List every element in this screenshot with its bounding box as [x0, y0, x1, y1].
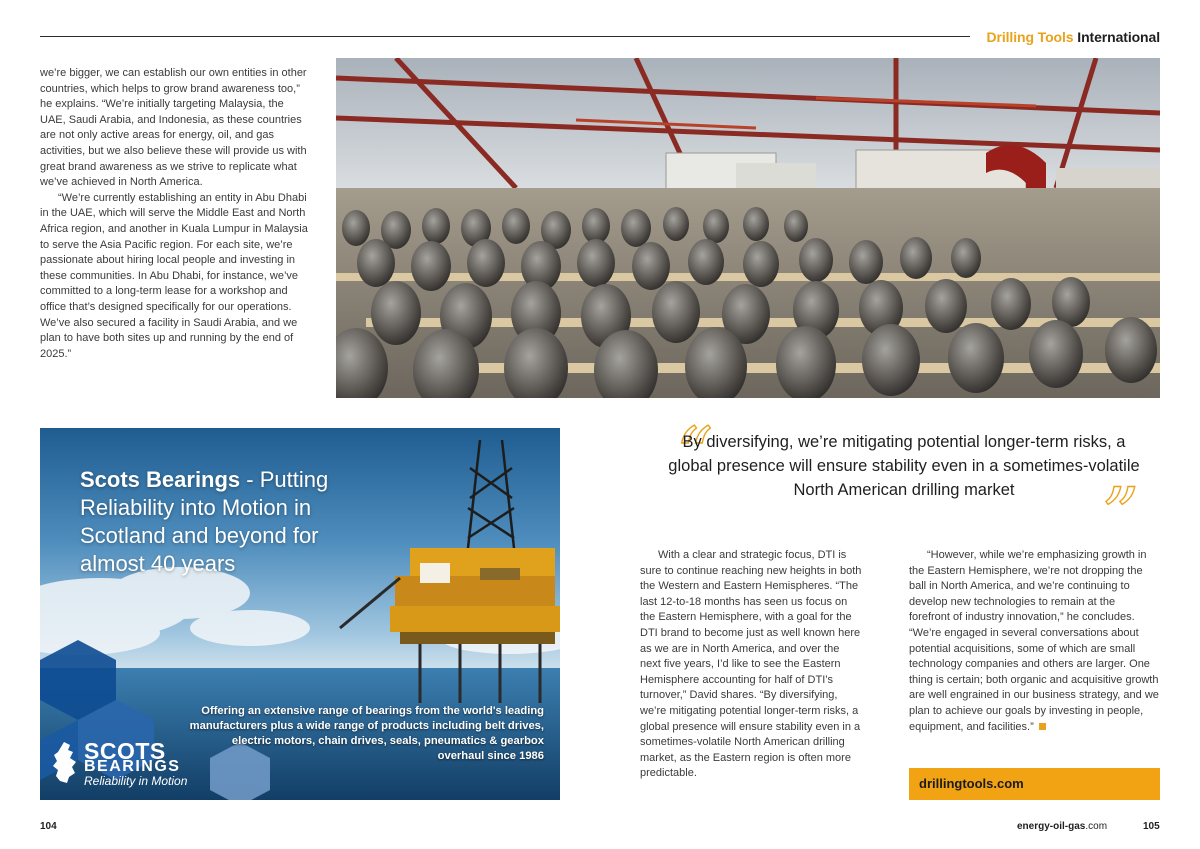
close-quote-icon: ” — [1102, 472, 1139, 556]
advert-headline-rest: - Putting Reliability into Motion in Scotland and beyond for almost 40 years — [80, 467, 329, 576]
website-name: energy-oil-gas — [1017, 821, 1086, 832]
factory-floor-photo — [336, 58, 1160, 398]
paragraph-text: “However, while we’re emphasizing growth in the Eastern Hemisphere, we’re not dropping the ball in North America, and we’re continuing to develop new technologies to remain at the forefront of industry innovation,” he concludes. “We’re engaged in several conversations about potential acquisitions, some of which are small technology companies and others are larger. One thing is certain; both organic and acquisitive growth are well engrained in our business strategy, and we plan to achieve our goals by investing in people, equipment, and facilities.” — [909, 549, 1159, 733]
advert-headline — [80, 466, 370, 578]
website-tld: .com — [1085, 821, 1108, 832]
publication-website[interactable] — [1017, 821, 1107, 832]
article-left-column — [40, 66, 310, 362]
section-title-accent: Drilling Tools — [986, 29, 1074, 45]
page-number-left: 104 — [40, 821, 57, 832]
open-quote-icon: “ — [676, 412, 713, 496]
paragraph: With a clear and strategic focus, DTI is sure to continue reaching new heights in both the Western and Eastern Hemispheres. “The last 12-to-18 months has seen us focus on the Eastern Hemisphere, with a goal for the DTI brand to become just as well known here as we are in North America, and over the next five years, I’d like to see the Eastern Hemisphere accounting for half of DTI’s turnover,” David shares. “By diversifying, we’re mitigating potential longer-term risks, a global presence will ensure stability even in a sometimes-volatile North American drilling market, as the Eastern region is often more predictable. — [640, 549, 862, 780]
scots-bearings-logo — [50, 738, 210, 788]
factory-photo-illustration — [336, 58, 1160, 398]
website-link-button[interactable]: drillingtools.com — [909, 768, 1160, 800]
magazine-section-title — [986, 29, 1160, 45]
paragraph: we’re bigger, we can establish our own entities in other countries, which helps to grow brand awareness too,” he explains. “We’re initially targeting Malaysia, the UAE, Saudi Arabia, and Indonesia, as these countries are not only active areas for energy, oil, and gas activities, but we also believe these will provide us with great brand awareness as we strive to replicate what we’ve achieved in North America. — [40, 67, 307, 189]
advert-body-copy: Offering an extensive range of bearings from the world's leading manufacturers plus a wide range of products including belt drives, electric motors, chain drives, seals, pneumatics & gearbox overhaul since 1986 — [189, 705, 544, 762]
article-right-column — [909, 548, 1159, 735]
header-rule — [40, 36, 970, 37]
advert-brand: Scots Bearings — [80, 467, 241, 492]
article-end-mark-icon — [1039, 723, 1046, 730]
paragraph — [909, 548, 1159, 735]
scots-bearings-advert[interactable] — [40, 428, 560, 800]
paragraph: “We’re currently establishing an entity in Abu Dhabi in the UAE, which will serve the Middle East and North Africa region, and another in Kuala Lumpur in Malaysia to serve the Asia Pacific region. For each site, we’re passionate about hiring local people and investing in these communities. In Abu Dhabi, for instance, we’ve committed to a long-term lease for a workshop and office that’s designed specifically for our operations. We’ve also secured a facility in Saudi Arabia, and we plan to have both sites up and running by the end of 2025.” — [40, 191, 308, 360]
section-title-rest: International — [1077, 29, 1160, 45]
logo-wordmark-line1: SCOTS — [84, 738, 166, 764]
article-middle-column — [640, 548, 862, 782]
scotland-map-icon — [50, 740, 80, 784]
logo-wordmark-line2: BEARINGS — [84, 758, 181, 775]
logo-tagline: Reliability in Motion — [84, 774, 188, 788]
page-number-right: 105 — [1143, 821, 1160, 832]
pull-quote: By diversifying, we’re mitigating potential longer-term risks, a global presence will ensure stability even in a sometimes-volatile North American drilling market — [668, 433, 1140, 499]
